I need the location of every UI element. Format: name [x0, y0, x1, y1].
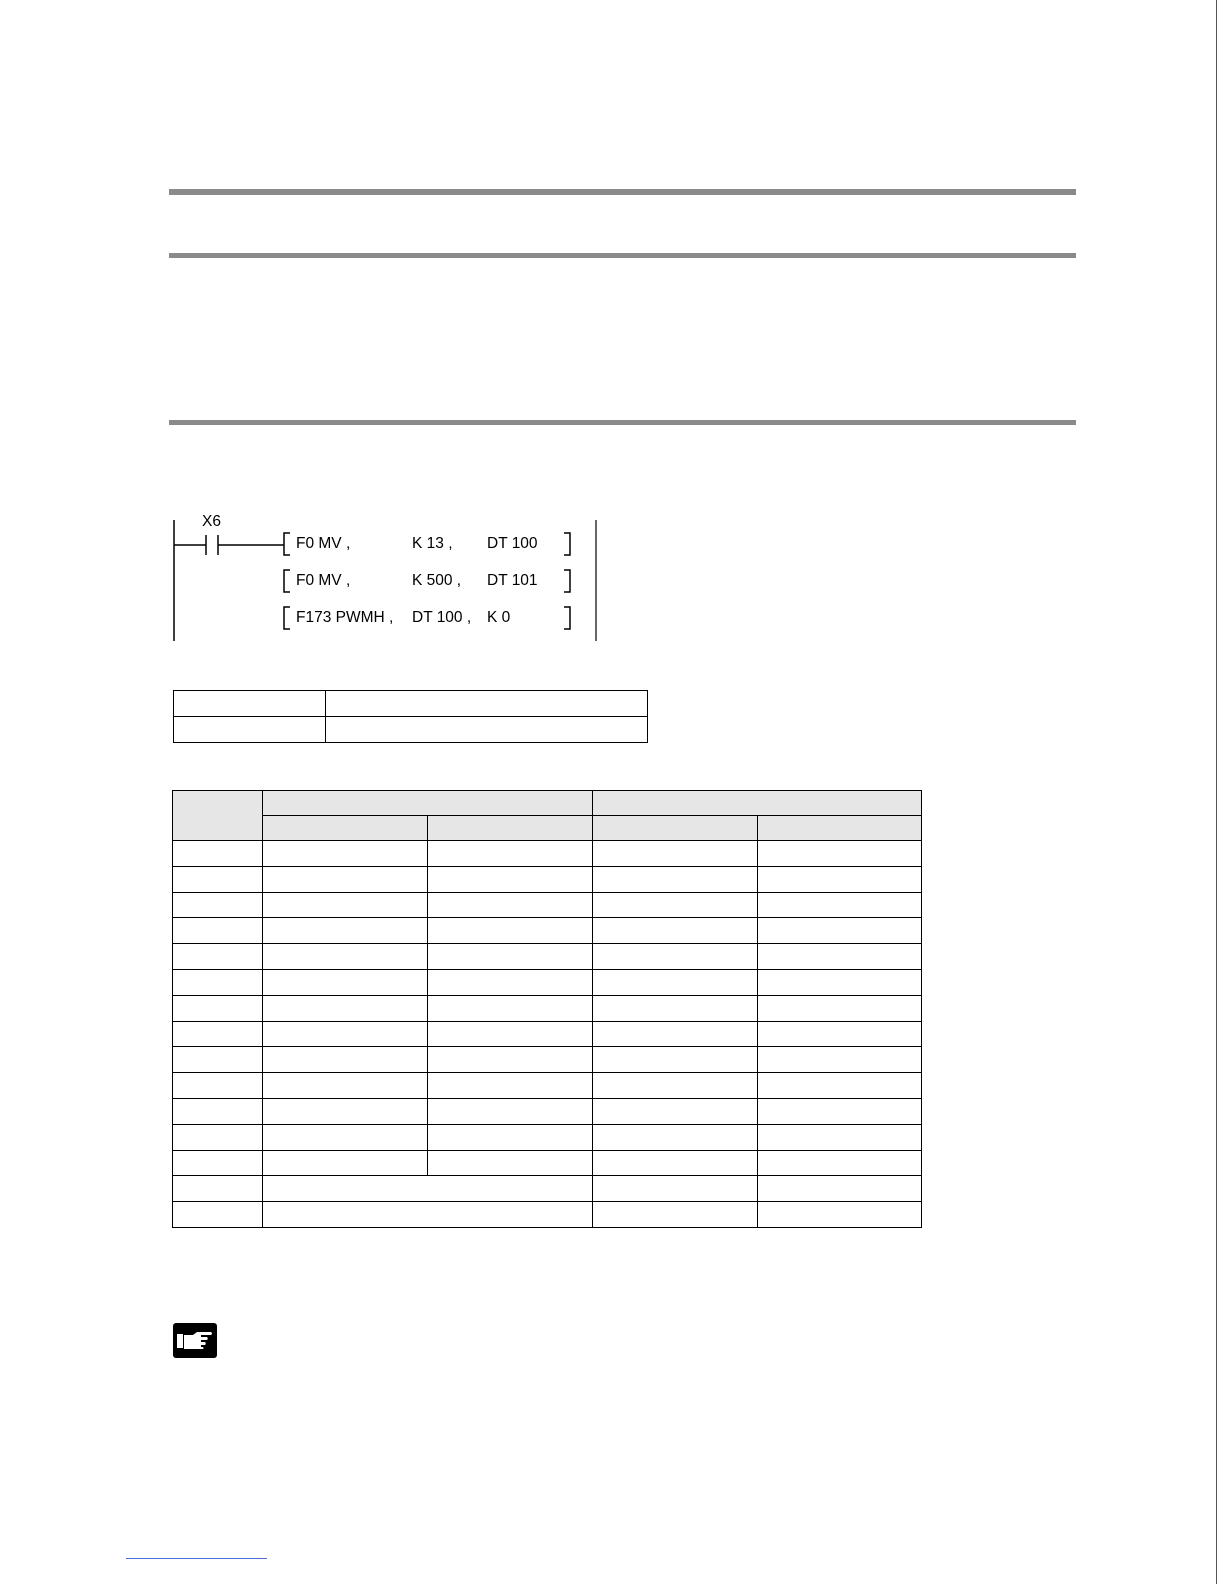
ladder-diagram — [170, 510, 610, 645]
table-cell — [758, 841, 922, 867]
ladder-row-2-function: F0 MV , — [296, 572, 351, 589]
frequency-table — [172, 790, 922, 1228]
table-cell — [428, 1021, 593, 1047]
table-cell — [173, 969, 263, 995]
table-cell — [428, 1098, 593, 1124]
table-cell — [593, 866, 758, 892]
table-cell — [173, 1124, 263, 1150]
table-cell — [593, 841, 758, 867]
table-row — [173, 1150, 922, 1176]
table-cell — [428, 969, 593, 995]
table-cell — [758, 944, 922, 970]
table-cell — [758, 1098, 922, 1124]
table-row — [173, 995, 922, 1021]
table-cell — [593, 918, 758, 944]
table-cell — [263, 969, 428, 995]
table-cell — [263, 1073, 428, 1099]
table-cell — [173, 1073, 263, 1099]
table-cell — [173, 1021, 263, 1047]
table-header-cell — [173, 791, 263, 841]
table-cell — [173, 1202, 263, 1228]
table-row — [173, 969, 922, 995]
table-cell — [173, 1047, 263, 1073]
table-cell — [428, 944, 593, 970]
table-cell — [428, 841, 593, 867]
table-header-cell — [593, 791, 922, 816]
table-cell — [758, 1176, 922, 1202]
table-cell — [173, 866, 263, 892]
table-row — [173, 1098, 922, 1124]
table-cell — [593, 944, 758, 970]
footer-link-underline — [126, 1558, 267, 1559]
table-cell — [173, 1150, 263, 1176]
ladder-row-3-operand-1: DT 100 , — [412, 609, 472, 626]
table-cell — [263, 841, 428, 867]
table-cell — [173, 995, 263, 1021]
table-cell — [593, 1176, 758, 1202]
table-cell — [593, 892, 758, 918]
table-row — [174, 691, 648, 717]
table-cell — [173, 918, 263, 944]
table-header-row — [173, 816, 922, 841]
table-cell — [263, 918, 428, 944]
table-row — [173, 944, 922, 970]
table-cell — [428, 892, 593, 918]
table-cell — [758, 1202, 922, 1228]
table-cell — [263, 1098, 428, 1124]
table-header-row — [173, 791, 922, 816]
table-cell — [758, 1047, 922, 1073]
table-cell — [593, 1202, 758, 1228]
table-header-cell — [263, 816, 428, 841]
pointing-hand-icon — [173, 1323, 217, 1358]
section-rule-bottom — [169, 420, 1076, 425]
table-cell — [758, 1124, 922, 1150]
table-cell — [173, 944, 263, 970]
table-header-cell — [428, 816, 593, 841]
page-edge-line — [1216, 0, 1217, 1584]
table-cell — [428, 1150, 593, 1176]
table-header-cell — [758, 816, 922, 841]
parameter-table — [173, 690, 648, 743]
table-cell — [428, 1073, 593, 1099]
table-cell — [326, 717, 648, 743]
table-cell — [263, 1150, 428, 1176]
table-row — [173, 1124, 922, 1150]
table-cell — [593, 969, 758, 995]
table-row — [173, 918, 922, 944]
table-row — [173, 1176, 922, 1202]
table-row — [173, 892, 922, 918]
table-cell — [428, 1047, 593, 1073]
section-rule-middle — [169, 253, 1076, 258]
table-cell — [758, 918, 922, 944]
table-cell — [173, 841, 263, 867]
table-cell — [263, 1124, 428, 1150]
pointing-hand-icon-graphic — [173, 1323, 217, 1358]
table-cell — [758, 969, 922, 995]
table-cell — [593, 1073, 758, 1099]
table-cell — [593, 1150, 758, 1176]
table-header-cell — [593, 816, 758, 841]
table-cell — [174, 717, 326, 743]
table-cell — [428, 918, 593, 944]
table-cell — [263, 944, 428, 970]
table-row — [173, 866, 922, 892]
table-cell — [263, 866, 428, 892]
table-cell — [263, 1202, 593, 1228]
ladder-row-1-operand-2: DT 100 — [487, 535, 538, 552]
table-cell — [758, 995, 922, 1021]
table-cell — [428, 1124, 593, 1150]
table-cell — [263, 1176, 593, 1202]
table-row — [174, 717, 648, 743]
table-cell — [173, 1176, 263, 1202]
table-header-cell — [263, 791, 593, 816]
table-cell — [263, 995, 428, 1021]
table-cell — [263, 1021, 428, 1047]
ladder-row-2-operand-2: DT 101 — [487, 572, 538, 589]
table-row — [173, 1047, 922, 1073]
table-row — [173, 1202, 922, 1228]
ladder-row-2-operand-1: K 500 , — [412, 572, 462, 589]
table-row — [173, 1073, 922, 1099]
table-cell — [428, 995, 593, 1021]
table-row — [173, 841, 922, 867]
table-cell — [758, 1021, 922, 1047]
table-cell — [173, 1098, 263, 1124]
table-cell — [173, 892, 263, 918]
ladder-row-3-function: F173 PWMH , — [296, 609, 394, 626]
table-cell — [593, 1047, 758, 1073]
section-rule-top — [169, 189, 1076, 195]
table-cell — [758, 866, 922, 892]
table-cell — [758, 1073, 922, 1099]
table-cell — [758, 1150, 922, 1176]
table-cell — [758, 892, 922, 918]
table-cell — [174, 691, 326, 717]
table-cell — [593, 1021, 758, 1047]
table-cell — [263, 1047, 428, 1073]
ladder-row-1-function: F0 MV , — [296, 535, 351, 552]
table-cell — [263, 892, 428, 918]
table-row — [173, 1021, 922, 1047]
ladder-row-1-operand-1: K 13 , — [412, 535, 453, 552]
table-cell — [326, 691, 648, 717]
table-cell — [593, 1124, 758, 1150]
ladder-row-3-operand-2: K 0 — [487, 609, 511, 626]
table-cell — [593, 1098, 758, 1124]
table-cell — [593, 995, 758, 1021]
table-cell — [428, 866, 593, 892]
contact-label: X6 — [202, 513, 221, 530]
